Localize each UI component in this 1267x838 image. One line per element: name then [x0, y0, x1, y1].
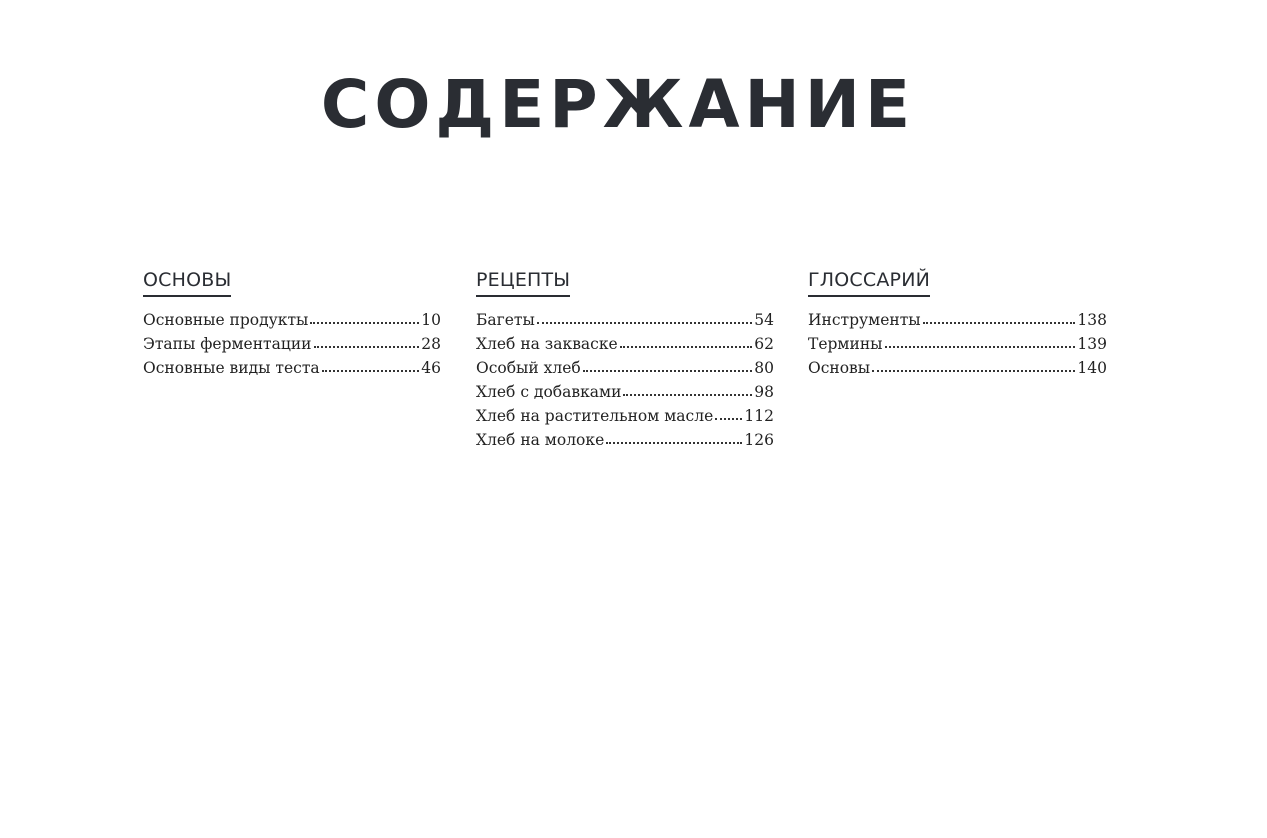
toc-entry-label: Хлеб на закваске	[476, 335, 618, 353]
toc-entry[interactable]	[808, 308, 1107, 332]
toc-entry-label: Основные продукты	[143, 311, 309, 329]
toc-entry[interactable]	[808, 332, 1107, 356]
toc-entry-page: 28	[421, 335, 441, 353]
dot-leader	[310, 321, 419, 324]
toc-entry[interactable]	[476, 332, 774, 356]
toc-entry-page: 126	[744, 431, 774, 449]
toc-entry[interactable]	[476, 380, 774, 404]
toc-entry-page: 98	[754, 383, 774, 401]
toc-entry-page: 62	[754, 335, 774, 353]
section-heading-glossary: ГЛОССАРИЙ	[808, 268, 930, 297]
dot-leader	[923, 321, 1076, 324]
dot-leader	[620, 345, 753, 348]
toc-entry[interactable]	[143, 308, 441, 332]
toc-entry[interactable]	[476, 428, 774, 452]
page-title: СОДЕРЖАНИЕ	[320, 66, 916, 143]
section-heading-recipes: РЕЦЕПТЫ	[476, 268, 570, 297]
toc-entry-label: Хлеб на молоке	[476, 431, 605, 449]
toc-entry-page: 112	[744, 407, 774, 425]
toc-entry-label: Багеты	[476, 311, 535, 329]
toc-list-basics	[143, 308, 441, 380]
toc-entry-label: Инструменты	[808, 311, 921, 329]
toc-entry-label: Этапы ферментации	[143, 335, 312, 353]
toc-entry[interactable]	[476, 356, 774, 380]
toc-entry-label: Хлеб с добавками	[476, 383, 622, 401]
dot-leader	[537, 321, 752, 324]
toc-list-recipes	[476, 308, 774, 452]
toc-entry-page: 80	[754, 359, 774, 377]
toc-section-recipes	[476, 268, 774, 452]
toc-section-glossary	[808, 268, 1107, 380]
dot-leader	[583, 369, 753, 372]
toc-entry-label: Основы	[808, 359, 871, 377]
toc-entry-page: 10	[421, 311, 441, 329]
toc-entry-page: 139	[1077, 335, 1107, 353]
toc-entry[interactable]	[476, 404, 774, 428]
section-heading-basics: ОСНОВЫ	[143, 268, 231, 297]
toc-entry-page: 138	[1077, 311, 1107, 329]
dot-leader	[623, 393, 752, 396]
toc-entry-page: 54	[754, 311, 774, 329]
toc-entry-label: Особый хлеб	[476, 359, 581, 377]
dot-leader	[322, 369, 420, 372]
toc-section-basics	[143, 268, 441, 380]
toc-entry-page: 140	[1077, 359, 1107, 377]
dot-leader	[872, 369, 1075, 372]
dot-leader	[885, 345, 1076, 348]
toc-entry[interactable]	[143, 332, 441, 356]
toc-entry[interactable]	[143, 356, 441, 380]
toc-entry[interactable]	[476, 308, 774, 332]
toc-entry-label: Хлеб на растительном масле	[476, 407, 714, 425]
dot-leader	[715, 417, 742, 420]
dot-leader	[606, 441, 742, 444]
toc-entry-page: 46	[421, 359, 441, 377]
toc-entry[interactable]	[808, 356, 1107, 380]
toc-entry-label: Термины	[808, 335, 883, 353]
toc-entry-label: Основные виды теста	[143, 359, 320, 377]
toc-list-glossary	[808, 308, 1107, 380]
dot-leader	[314, 345, 420, 348]
